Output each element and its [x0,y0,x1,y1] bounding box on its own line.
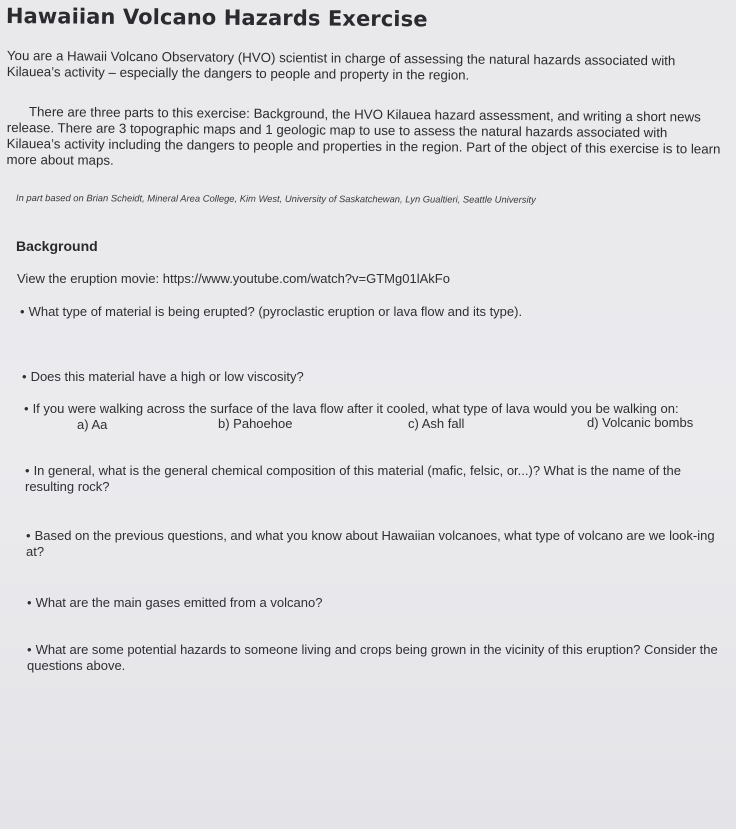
bullet: • [22,369,27,384]
question-gases [27,595,322,611]
question-viscosity [22,369,304,385]
question-text: If you were walking across the surface of the lava flow after it cooled, what type of lava would you be walking on: [32,401,679,416]
question-material [20,304,522,320]
intro-paragraph: You are a Hawaii Volcano Observatory (HVO) scientist in charge of assessing the natural hazards associated with Kilauea’s activity – especially the dangers to people and property in the region. [6,48,676,83]
credit-line: In part based on Brian Scheidt, Mineral Area College, Kim West, University of Saskatchewan, Lyn Gualtieri, Seattle University [15,192,536,205]
page-title: Hawaiian Volcano Hazards Exercise [5,4,428,32]
bullet: • [27,595,32,610]
option-c: c) Ash fall [408,416,465,431]
movie-link-text: View the eruption movie: https://www.youtube.com/watch?v=GTMg01lAkFo [17,271,450,286]
question-text: What are some potential hazards to someone living and crops being grown in the vicinity of this eruption? Consider the questions above. [27,642,718,673]
question-text: What type of material is being erupted? (pyroclastic eruption or lava flow and its type). [28,304,523,319]
question-volcano-type [26,528,728,560]
question-text: What are the main gases emitted from a volcano? [35,595,323,610]
question-hazards [27,642,736,674]
section-heading-background: Background [16,238,98,254]
option-d: d) Volcanic bombs [587,415,694,430]
question-text: Based on the previous questions, and what you know about Hawaiian volcanoes, what type of volcano are we look-ing at? [26,528,715,559]
question-composition [25,463,725,495]
bullet: • [25,463,30,478]
bullet: • [27,642,32,657]
question-text: Does this material have a high or low viscosity? [30,369,304,384]
question-text: In general, what is the general chemical composition of this material (mafic, felsic, or...)? What is the name of the resulting rock? [25,463,681,494]
parts-paragraph: There are three parts to this exercise: Background, the HVO Kilauea hazard assessment, and writing a short news release. There are 3 topographic maps and 1 geologic map to use to assess the natural hazards associated with Kilauea’s activity including the dangers to people and properties in the region. Part of the object of this exercise is to learn more about maps. [6,104,721,168]
option-b: b) Pahoehoe [218,416,293,431]
bullet: • [26,528,31,543]
bullet: • [20,304,25,319]
question-lava-type [24,401,679,417]
bullet: • [24,401,29,416]
option-a: a) Aa [77,417,108,432]
